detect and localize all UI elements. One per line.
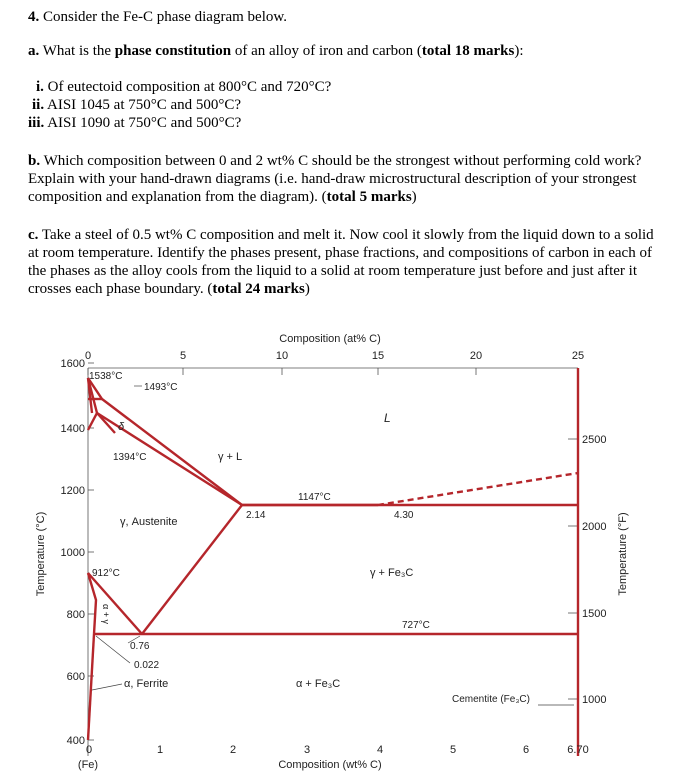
label-alpha-gamma: α + γ bbox=[101, 604, 111, 624]
left-tick-600: 600 bbox=[66, 671, 85, 683]
leader-lines bbox=[92, 386, 574, 705]
bottom-fe-label: (Fe) bbox=[77, 759, 99, 771]
label-austenite: γ, Austenite bbox=[120, 516, 178, 528]
solidus-line bbox=[88, 378, 242, 505]
label-727: 727°C bbox=[402, 620, 430, 631]
ferrite-solvus bbox=[88, 634, 94, 740]
label-alpha-fe3c: α + Fe₃C bbox=[296, 678, 341, 690]
question-title: 4. Consider the Fe-C phase diagram below. bbox=[28, 9, 287, 25]
top-tick-5: 5 bbox=[179, 350, 187, 362]
label-0022: 0.022 bbox=[134, 660, 160, 671]
label-912: 912°C bbox=[92, 568, 120, 579]
liquidus-line bbox=[88, 378, 378, 505]
part-c-question: c. Take a steel of 0.5 wt% C composition and melt it. Now cool it slowly from the liquid down to a solid at room temperature. Identify the phases present, phase fractions, and compositions of carbon in each of the phases as the alloy cools from the liquid to a solid at room temperature just before and just after it crosses each phase boundary. (total 24 marks) bbox=[28, 227, 654, 297]
top-tick-10: 10 bbox=[275, 350, 289, 362]
label-gamma-fe3c: γ + Fe₃C bbox=[370, 567, 414, 579]
sub-item-ii: ii. AISI 1045 at 750°C and 500°C? bbox=[32, 97, 242, 113]
top-tick-0: 0 bbox=[84, 350, 92, 362]
label-delta: δ bbox=[118, 421, 125, 433]
bottom-tick-5: 5 bbox=[449, 744, 457, 756]
top-tick-marks bbox=[88, 368, 476, 375]
left-tick-400: 400 bbox=[66, 735, 85, 747]
bottom-tick-6: 6 bbox=[522, 744, 530, 756]
top-tick-15: 15 bbox=[371, 350, 385, 362]
left-tick-1600: 1600 bbox=[60, 358, 85, 370]
label-076: 0.76 bbox=[130, 641, 150, 652]
bottom-tick-4: 4 bbox=[376, 744, 384, 756]
part-b-question: b. Which composition between 0 and 2 wt% C should be the strongest without performing cold work? Explain with your hand-drawn diagrams (i.e. hand-draw microstructural description of your strongest composition and explanation from the diagram). (total 5 marks) bbox=[28, 153, 642, 205]
right-axis-title: Temperature (°F) bbox=[617, 512, 629, 596]
bottom-tick-1: 1 bbox=[156, 744, 164, 756]
label-ferrite: α, Ferrite bbox=[124, 678, 169, 690]
label-1147: 1147°C bbox=[298, 492, 331, 503]
label-cementite: Cementite (Fe₃C) bbox=[452, 694, 530, 705]
right-tick-1500: 1500 bbox=[582, 608, 607, 620]
sub-item-i: i. Of eutectoid composition at 800°C and 720°C? bbox=[36, 79, 332, 95]
label-gamma-l: γ + L bbox=[218, 451, 243, 463]
sub-item-iii: iii. AISI 1090 at 750°C and 500°C? bbox=[28, 115, 242, 131]
label-214: 2.14 bbox=[246, 510, 266, 521]
bottom-tick-670: 6.70 bbox=[567, 744, 589, 756]
top-tick-25: 25 bbox=[571, 350, 585, 362]
liquidus-hyper bbox=[378, 473, 578, 505]
label-1394: 1394°C bbox=[113, 452, 147, 463]
label-1538: 1538°C bbox=[89, 371, 123, 382]
bottom-tick-3: 3 bbox=[303, 744, 311, 756]
left-tick-1000: 1000 bbox=[60, 547, 85, 559]
bottom-tick-2: 2 bbox=[229, 744, 237, 756]
right-tick-marks bbox=[568, 439, 578, 699]
top-tick-20: 20 bbox=[469, 350, 483, 362]
left-tick-800: 800 bbox=[66, 609, 85, 621]
right-tick-2500: 2500 bbox=[582, 434, 607, 446]
label-430: 4.30 bbox=[394, 510, 414, 521]
left-axis-title: Temperature (°C) bbox=[35, 511, 47, 597]
bottom-tick-0: 0 bbox=[85, 744, 93, 756]
right-tick-2000: 2000 bbox=[582, 521, 607, 533]
right-tick-1000: 1000 bbox=[582, 694, 607, 706]
label-liquid: L bbox=[384, 411, 391, 425]
label-1493: 1493°C bbox=[144, 382, 178, 393]
left-tick-1400: 1400 bbox=[60, 423, 85, 435]
bottom-axis-title: Composition (wt% C) bbox=[278, 759, 382, 771]
left-tick-1200: 1200 bbox=[60, 485, 85, 497]
top-axis-title: Composition (at% C) bbox=[279, 333, 381, 345]
part-a-question: a. What is the phase constitution of an alloy of iron and carbon (total 18 marks): bbox=[28, 43, 524, 59]
